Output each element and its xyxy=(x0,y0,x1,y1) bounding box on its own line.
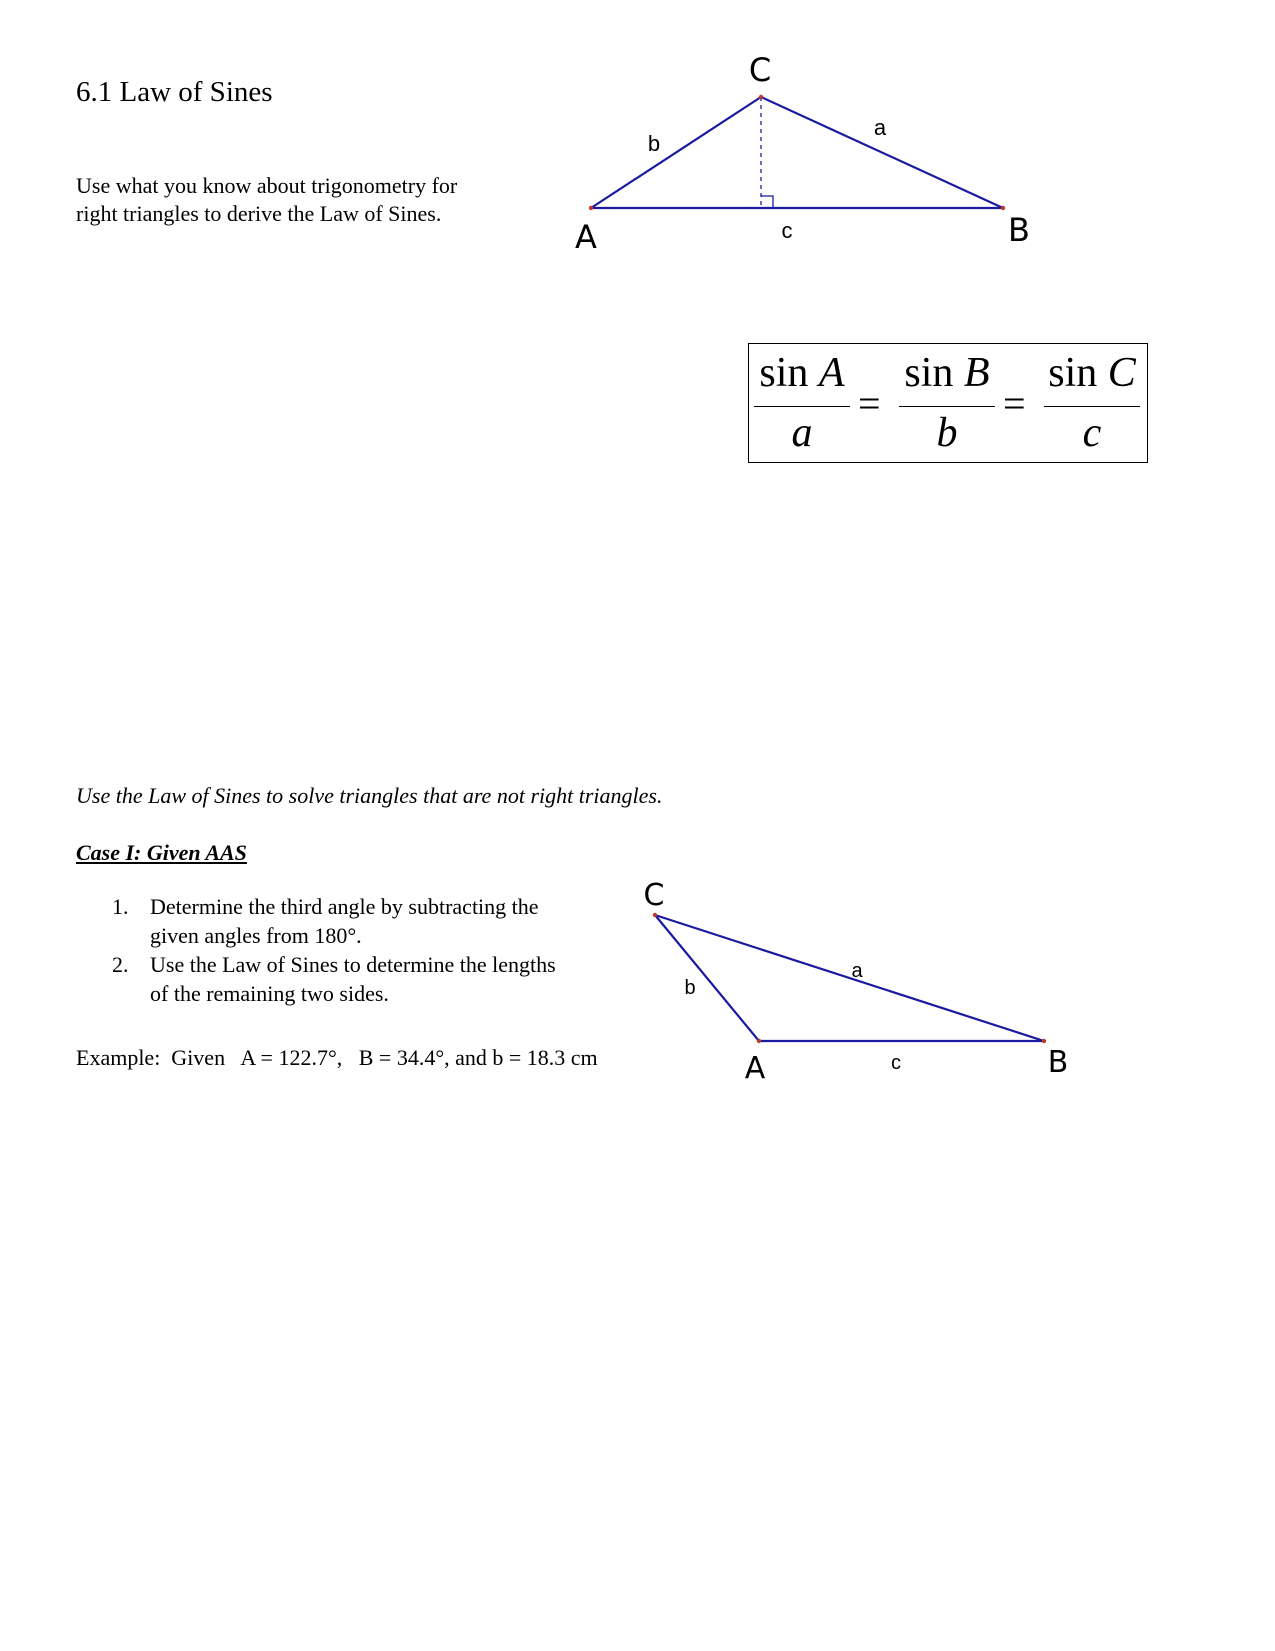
side-label-a: a xyxy=(851,960,863,982)
vertex-point-b xyxy=(1042,1039,1046,1043)
step-text-line: Determine the third angle by subtracting the xyxy=(150,894,539,919)
angle-c: C xyxy=(1107,350,1136,396)
case-heading: Case I: Given AAS xyxy=(76,840,247,865)
sin-label: sin xyxy=(759,350,809,396)
vertex-label-c: C xyxy=(643,878,665,913)
angle-a: A xyxy=(818,350,845,396)
vertex-point-c xyxy=(653,913,657,917)
example-prefix: Example: Given xyxy=(76,1045,241,1070)
intro-line-1: Use what you know about trigonometry for xyxy=(76,173,458,198)
equals-sign: = xyxy=(858,381,881,426)
side-a-line xyxy=(655,915,1044,1041)
intro-line-2: right triangles to derive the Law of Sines. xyxy=(76,201,442,226)
side-b-line xyxy=(655,915,759,1041)
side-label-b: b xyxy=(647,131,661,156)
side-b: b xyxy=(936,410,958,456)
page-title: 6.1 Law of Sines xyxy=(76,76,273,108)
italic-instruction: Use the Law of Sines to solve triangles that are not right triangles. xyxy=(76,783,663,808)
vertex-label-b: B xyxy=(1047,1045,1069,1080)
vertex-label-a: A xyxy=(575,218,597,256)
side-label-a: a xyxy=(873,115,887,140)
vertex-label-b: B xyxy=(1008,211,1030,249)
side-a: a xyxy=(791,410,813,456)
vertex-point-a xyxy=(757,1039,761,1043)
side-label-b: b xyxy=(684,977,696,999)
example-given: A = 122.7°, B = 34.4°, and b = 18.3 cm xyxy=(240,1045,598,1070)
vertex-label-c: C xyxy=(748,51,772,89)
step-text-line: Use the Law of Sines to determine the lengths xyxy=(150,952,556,977)
step-number: 1. xyxy=(112,894,129,919)
side-c: c xyxy=(1082,410,1102,456)
step-text-line: given angles from 180°. xyxy=(150,923,362,948)
sin-label: sin xyxy=(904,350,954,396)
side-label-c: c xyxy=(781,218,793,243)
equals-sign: = xyxy=(1003,381,1026,426)
step-number: 2. xyxy=(112,952,129,977)
step-text-line: of the remaining two sides. xyxy=(150,981,389,1006)
side-label-c: c xyxy=(891,1052,901,1074)
sin-label: sin xyxy=(1048,350,1098,396)
vertex-label-a: A xyxy=(744,1051,766,1086)
angle-b: B xyxy=(963,350,990,396)
